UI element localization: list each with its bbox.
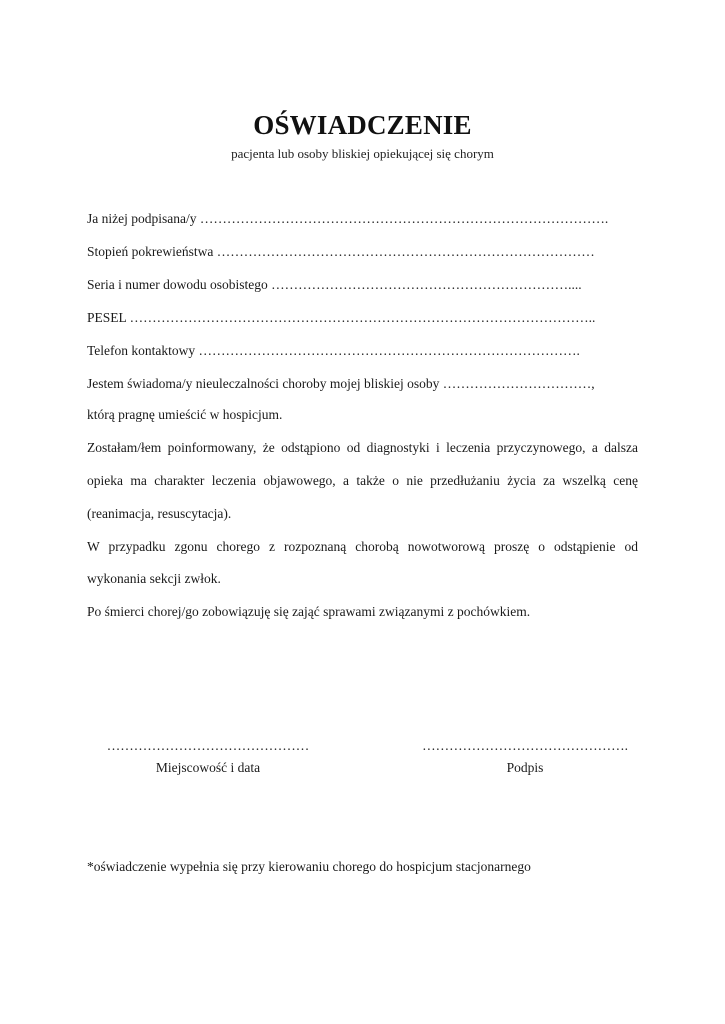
place-date-label: Miejscowość i data (155, 760, 261, 775)
field-relation[interactable]: Stopień pokrewieństwa ………………………………………………………………………… (87, 244, 595, 259)
field-phone[interactable]: Telefon kontaktowy …………………………………………………………………………. (87, 343, 580, 358)
field-awareness[interactable]: Jestem świadoma/y nieuleczalności choroby mojej bliskiej osoby ……………………………, (87, 376, 595, 391)
footnote: *oświadczenie wypełnia się przy kierowaniu chorego do hospicjum stacjonarnego (87, 859, 531, 874)
field-id-document[interactable]: Seria i numer dowodu osobistego ………………………………………………………….... (87, 277, 582, 292)
field-pesel[interactable]: PESEL ………………………………………………………………………………………….. (87, 310, 596, 325)
signature-place-date (96, 737, 320, 777)
paragraph-autopsy-line-1: W przypadku zgonu chorego z rozpoznaną chorobą nowotworową proszę o odstąpienie od (87, 539, 638, 554)
paragraph-info-line-3: (reanimacja, resuscytacja). (87, 506, 232, 521)
signature-sign (410, 737, 640, 777)
document-title: OŚWIADCZENIE (253, 110, 472, 140)
paragraph-info-line-1: Zostałam/łem poinformowany, że odstąpiono od diagnostyki i leczenia przyczynowego, a dalsza (87, 440, 638, 455)
field-name[interactable]: Ja niżej podpisana/y ………………………………………………………………………………. (87, 211, 609, 226)
signature-line[interactable]: ………………………………………. (422, 738, 628, 753)
paragraph-info-line-2: opieka ma charakter leczenia objawowego, a także o nie przedłużaniu życia za wszelką cenę (87, 473, 638, 488)
field-awareness-continuation: którą pragnę umieścić w hospicjum. (87, 407, 283, 422)
paragraph-burial: Po śmierci chorej/go zobowiązuję się zająć sprawami związanymi z pochówkiem. (87, 604, 531, 619)
document-subtitle: pacjenta lub osoby bliskiej opiekującej się chorym (231, 146, 494, 161)
place-date-line[interactable]: ……………………………………… (106, 738, 310, 753)
paragraph-autopsy-line-2: wykonania sekcji zwłok. (87, 571, 221, 586)
signature-label: Podpis (506, 760, 544, 775)
